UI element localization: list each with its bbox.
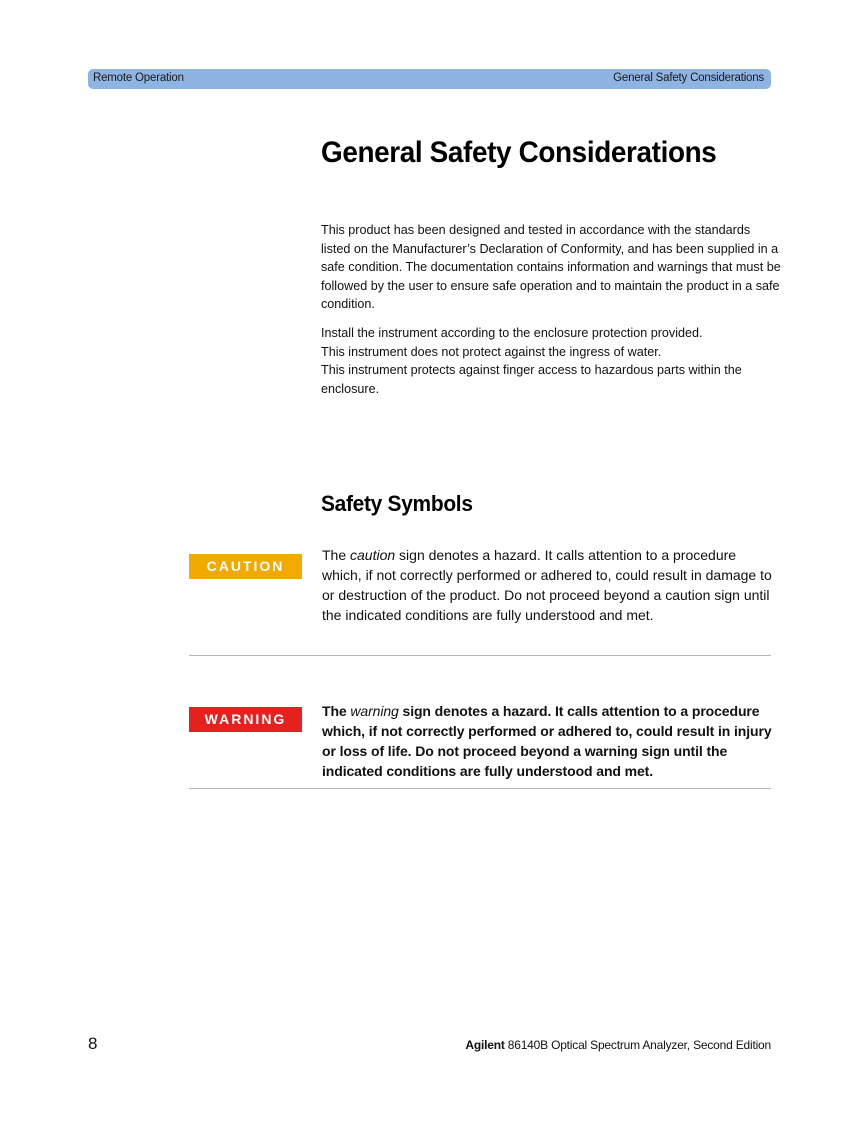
warning-text-body: sign denotes a hazard. It calls attention to a procedure which, if not correctly performed or adhered to, could result in injury or loss of life. Do not proceed beyond a warning sign until the indicated conditions are fully understood and met. bbox=[322, 703, 772, 779]
install-line: Install the instrument according to the enclosure protection provided. bbox=[321, 326, 703, 340]
warning-label: WARNING bbox=[189, 707, 302, 732]
caution-label: CAUTION bbox=[189, 554, 302, 579]
divider bbox=[189, 655, 771, 656]
running-header bbox=[88, 69, 771, 89]
header-topic-label: General Safety Considerations bbox=[613, 72, 764, 84]
footer-brand: Agilent bbox=[465, 1038, 505, 1052]
caution-text-emphasis: caution bbox=[350, 547, 396, 563]
footer-publication bbox=[465, 1038, 771, 1052]
header-section-label: Remote Operation bbox=[93, 72, 184, 84]
caution-text-body: sign denotes a hazard. It calls attention to a procedure which, if not correctly performed or adhered to, could result in damage to or destruction of the product. Do not proceed beyond a caution sign until the indicated conditions are fully understood and met. bbox=[322, 547, 772, 623]
section-heading-safety-symbols: Safety Symbols bbox=[321, 491, 473, 516]
divider bbox=[189, 788, 771, 789]
page-number: 8 bbox=[88, 1034, 98, 1053]
install-line: This instrument does not protect against the ingress of water. bbox=[321, 344, 662, 359]
caution-text bbox=[322, 545, 774, 625]
caution-text-prefix: The bbox=[322, 547, 351, 563]
intro-paragraph: This product has been designed and tested in accordance with the standards listed on the Manufacturer’s Declaration of Conformity, and has been supplied in a safe condition. The documentation contains information and warnings that must be followed by the user to ensure safe operation and to maintain the product in a safe condition. bbox=[321, 223, 781, 311]
warning-text bbox=[322, 701, 774, 781]
install-paragraph bbox=[321, 324, 781, 398]
page-title: General Safety Considerations bbox=[321, 136, 717, 169]
warning-text-prefix: The bbox=[322, 703, 351, 719]
install-line: This instrument protects against finger access to hazardous parts within the enclosure. bbox=[321, 363, 742, 396]
footer-title: 86140B Optical Spectrum Analyzer, Second Edition bbox=[504, 1038, 771, 1052]
warning-text-emphasis: warning bbox=[350, 703, 399, 719]
